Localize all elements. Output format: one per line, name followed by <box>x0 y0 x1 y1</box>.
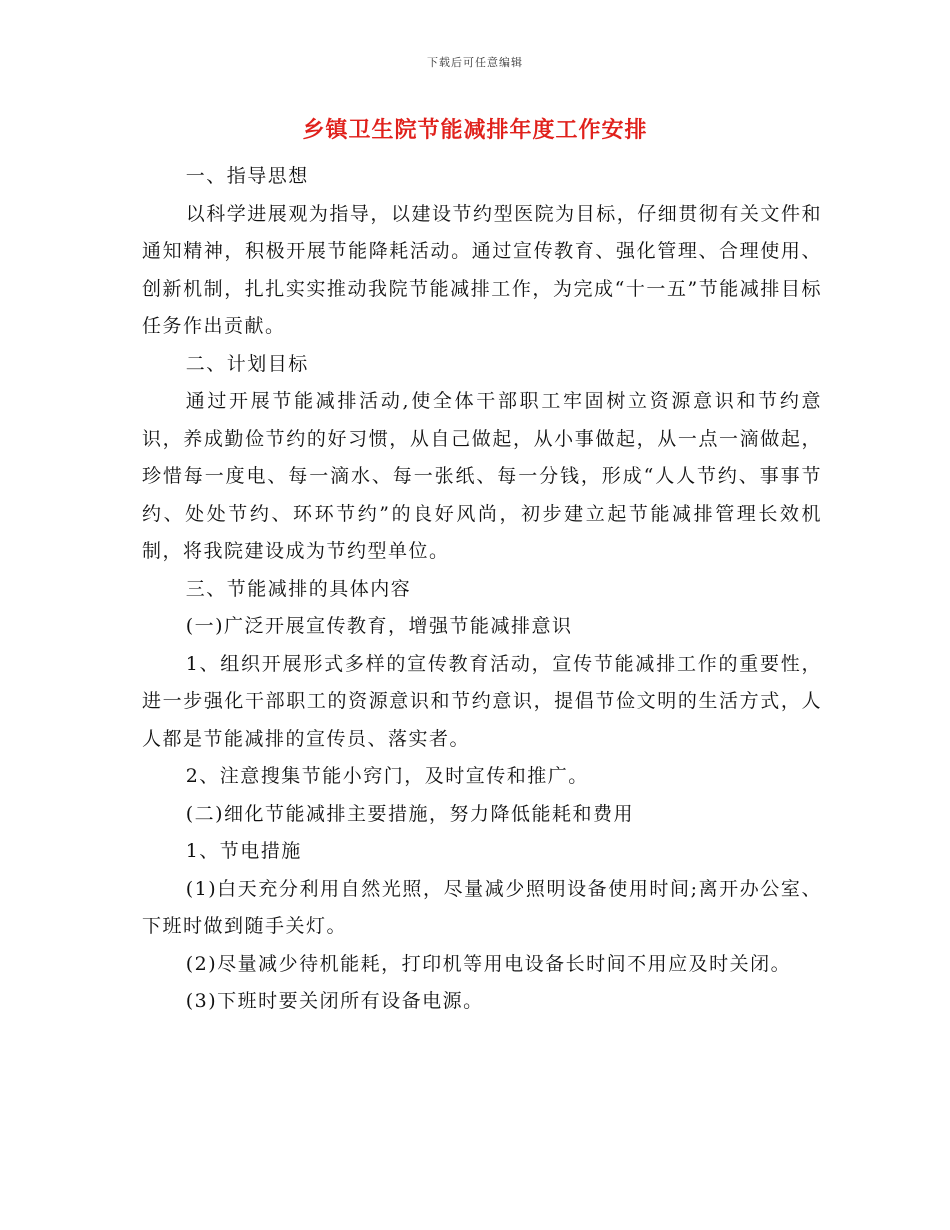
subsection-heading-measures: (二)细化节能减排主要措施，努力降低能耗和费用 <box>185 802 635 825</box>
header-note: 下载后可任意编辑 <box>427 56 523 69</box>
paragraph-publicity-item-1: 1、组织开展形式多样的宣传教育活动，宣传节能减排工作的重要性，进一步强化干部职工的资源意识和节约意识，提倡节俭文明的生活方式，人人都是节能减排的宣传员、落实者。 <box>142 652 822 750</box>
paragraph-guiding-thought: 以科学进展观为指导，以建设节约型医院为目标，仔细贯彻有关文件和通知精神，积极开展节能降耗活动。通过宣传教育、强化管理、合理使用、创新机制，扎扎实实推动我院节能减排工作，为完成“十一五”节能减排目标任务作出贡献。 <box>142 202 822 337</box>
paragraph-plan-goals: 通过开展节能减排活动,使全体干部职工牢固树立资源意识和节约意识，养成勤俭节约的好习惯，从自己做起，从小事做起，从一点一滴做起，珍惜每一度电、每一滴水、每一张纸、每一分钱，形成“人人节约、事事节约、处处节约、环环节约”的良好风尚，初步建立起节能减排管理长效机制，将我院建设成为节约型单位。 <box>142 390 822 562</box>
measure-item-2: (2)尽量减少待机能耗，打印机等用电设备长时间不用应及时关闭。 <box>185 952 792 975</box>
measure-item-1: (1)白天充分利用自然光照，尽量减少照明设备使用时间;离开办公室、下班时做到随手关灯。 <box>142 877 822 937</box>
measure-heading-electricity: 1、节电措施 <box>185 840 302 862</box>
section-heading-specific-content: 三、节能减排的具体内容 <box>185 577 412 600</box>
paragraph-publicity-item-2: 2、注意搜集节能小窍门，及时宣传和推广。 <box>185 765 589 787</box>
measure-item-3: (3)下班时要关闭所有设备电源。 <box>185 990 484 1012</box>
subsection-heading-publicity: (一)广泛开展宣传教育，增强节能减排意识 <box>185 615 573 637</box>
section-heading-plan-goals: 二、计划目标 <box>185 352 309 375</box>
document-title: 乡镇卫生院节能减排年度工作安排 <box>302 118 648 143</box>
document-body <box>142 158 822 1021</box>
section-heading-guiding-thought: 一、指导思想 <box>185 165 309 187</box>
